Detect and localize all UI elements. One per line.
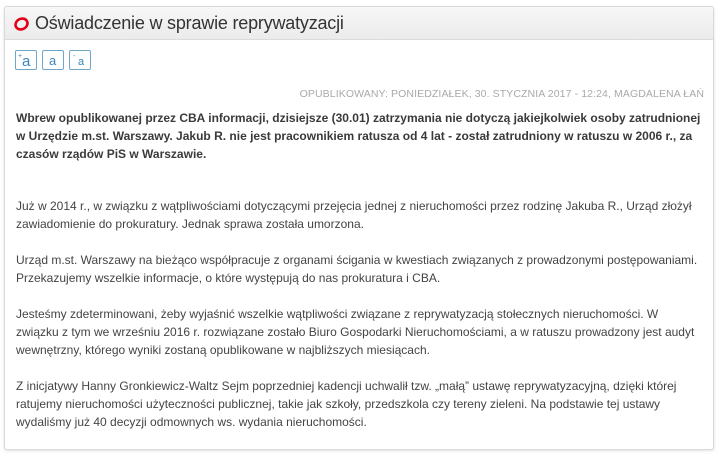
article-body — [5, 109, 713, 431]
article-paragraph: Jesteśmy zdeterminowani, żeby wyjaśnić wszelkie wątpliwości związane z reprywatyzacją stołecznych nieruchomości. W związku z tym we wrześniu 2016 r. rozwiązane zostało Biuro Gospodarki Nieruchomościami, a w ratuszu prowadzony jest audyt wewnętrzny, którego wyniki zostaną opublikowane w najbliższych miesiącach. — [16, 307, 695, 357]
article-panel — [4, 6, 714, 450]
font-increase-icon — [17, 52, 35, 68]
page-title: Oświadczenie w sprawie reprywatyzacji — [35, 12, 344, 33]
article-lead: Wbrew opublikowanej przez CBA informacji, dzisiejsze (30.01) zatrzymania nie dotyczą jakiejkolwiek osoby zatrudnionej w Urzędzie m.st. Warszawy. Jakub R. nie jest pracownikiem ratusza od 4 lat - został zatrudniony w ratuszu w 2006 r., za czasów rządów PiS w Warszawie. — [16, 111, 701, 161]
svg-text:a: a — [49, 53, 57, 68]
article-paragraph: Już w 2014 r., w związku z wątpliwościami dotyczącymi przejęcia jednej z nieruchomości przez rodzinę Jakuba R., Urząd złożył zawiadomienie do prokuratury. Jednak sprawa została umorzona. — [16, 199, 692, 231]
svg-text:-: - — [73, 53, 76, 60]
article-paragraph: Z inicjatywy Hanny Gronkiewicz-Waltz Sejm poprzedniej kadencji uchwalił tzw. „małą” ustawę reprywatyzacyjną, dzięki której ratujemy nieruchomości użyteczności publicznej, takie jak szkoły, przedszkola czy tereny zieleni. Na podstawie tej ustawy wydaliśmy już 40 decyzji odmownych ws. wydania nieruchomości. — [16, 379, 677, 429]
title-bar — [5, 7, 713, 40]
publication-meta: OPUBLIKOWANY: PONIEDZIAŁEK, 30. STYCZNIA 2017 - 12:24, MAGDALENA ŁAŃ — [299, 88, 704, 100]
font-decrease-button[interactable] — [69, 50, 91, 70]
svg-text:+: + — [18, 53, 23, 60]
font-decrease-icon — [71, 52, 89, 68]
svg-text:a: a — [78, 56, 85, 68]
article-paragraph: Urząd m.st. Warszawy na bieżąco współpracuje z organami ścigania w kwestiach związanych z prowadzonymi postępowaniami. Przekazujemy wszelkie informacje, o które występują do nas prokuratura i CBA. — [16, 253, 698, 285]
svg-text:a: a — [22, 53, 31, 68]
font-increase-button[interactable] — [15, 50, 37, 70]
logo-ring-icon — [13, 15, 30, 32]
font-normal-icon — [44, 52, 62, 68]
font-size-toolbar — [5, 40, 713, 70]
font-normal-button[interactable] — [42, 50, 64, 70]
